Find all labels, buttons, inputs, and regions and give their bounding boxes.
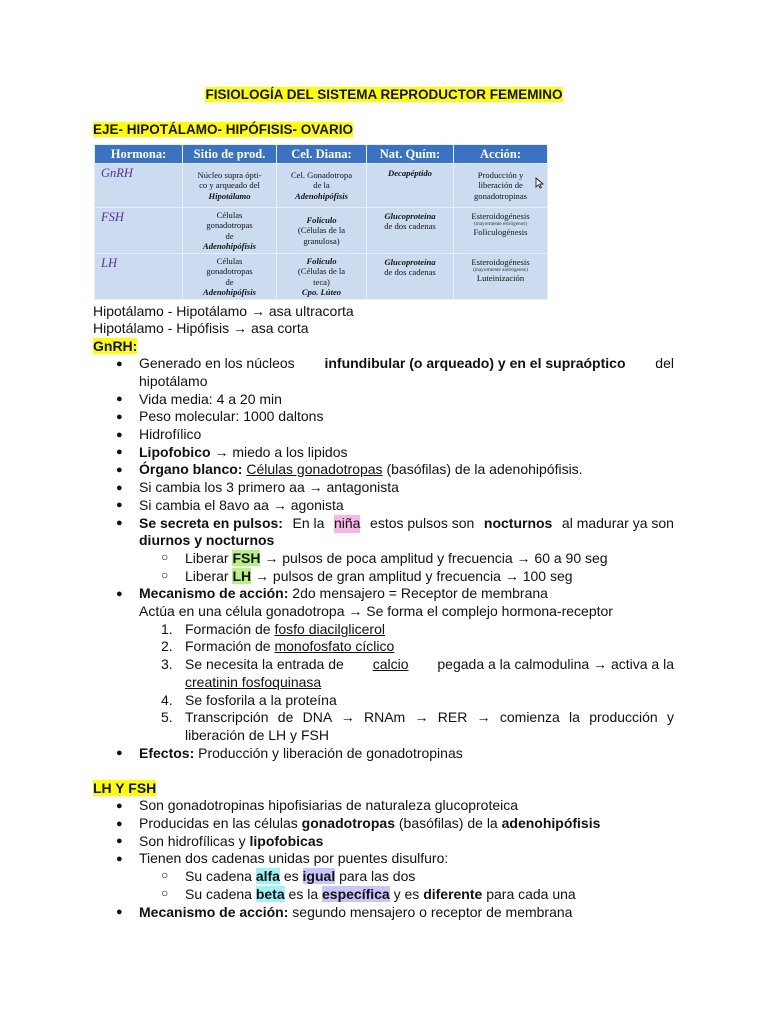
circle-bullet-icon: ○ (161, 550, 169, 564)
table-cell: Cel. Gonadotropa de la Adenohipófisis (277, 164, 367, 208)
numbered-item: Formación de monofosfato cíclico (185, 638, 395, 654)
list-item-continuation: hipotálamo (139, 373, 208, 389)
mouse-cursor-icon (535, 177, 544, 189)
bullet-icon: ● (116, 464, 123, 476)
numbered-item: Formación de fosfo diacilglicerol (185, 621, 385, 637)
bullet-icon: ● (116, 393, 123, 405)
table-header-cell: Nat. Quím: (367, 145, 454, 164)
table-cell: Esteroidogénesis (mayormente andrógenos) Luteinización (454, 254, 548, 300)
hormone-table (94, 144, 547, 298)
sub-list-item: Su cadena beta es la específica y es diferente para cada una (185, 886, 576, 902)
list-item: Efectos: Producción y liberación de gonadotropinas (139, 745, 463, 761)
bullet-icon: ● (116, 429, 123, 441)
numbered-item-continuation: creatinin fosfoquinasa (185, 674, 322, 690)
section-heading-lh-fsh: LH Y FSH (93, 780, 157, 796)
bullet-icon: ● (116, 906, 123, 918)
list-item: Mecanismo de acción: segundo mensajero o receptor de membrana (139, 904, 573, 920)
list-item-continuation: Actúa en una célula gonadotropa → Se forma el complejo hormona-receptor (139, 603, 613, 619)
list-item: Producidas en las células gonadotropas (basófilas) de la adenohipófisis (139, 815, 601, 831)
table-cell: Glucoproteína de dos cadenas (367, 208, 454, 254)
table-cell: Células gonadotropas de Adenohipófisis (183, 208, 277, 254)
table-header-row (95, 145, 548, 164)
section-heading-gnrh: GnRH: (93, 338, 138, 354)
table-cell: Folículo (Células de la teca) Cpo. Lúteo (277, 254, 367, 300)
list-number: 3. (161, 656, 173, 672)
list-item: Son gonadotropinas hipofisiarias de naturaleza glucoproteica (139, 797, 519, 813)
table-cell: Producción y liberación de gonadotropinas (454, 164, 548, 208)
list-item: Mecanismo de acción: 2do mensajero = Receptor de membrana (139, 585, 548, 601)
text-line: Hipotálamo - Hipotálamo → asa ultracorta (93, 303, 354, 319)
table-cell: Folículo (Células de la granulosa) (277, 208, 367, 254)
list-item: Si cambia los 3 primero aa → antagonista (139, 479, 399, 495)
list-item: Órgano blanco: Células gonadotropas (basófilas) de la adenohipófisis. (139, 461, 583, 477)
list-item: Lipofobico → miedo a los lipidos (139, 444, 348, 460)
page-title: FISIOLOGÍA DEL SISTEMA REPRODUCTOR FEMEMINO (205, 87, 563, 102)
bullet-icon: ● (116, 588, 123, 600)
bullet-icon: ● (116, 411, 123, 423)
table-header-cell: Acción: (454, 145, 548, 164)
bullet-icon: ● (116, 853, 123, 865)
sub-list-item: Liberar FSH → pulsos de poca amplitud y frecuencia → 60 a 90 seg (185, 550, 608, 566)
table-header-cell: Cel. Diana: (277, 145, 367, 164)
numbered-item: Transcripción de DNA → RNAm → RER → comienza la producción y (185, 709, 674, 725)
table-cell: Células gonadotropas de Adenohipófisis (183, 254, 277, 300)
bullet-icon: ● (116, 747, 123, 759)
circle-bullet-icon: ○ (161, 886, 169, 900)
bullet-icon: ● (116, 358, 123, 370)
table-header-cell: Sitio de prod. (183, 145, 277, 164)
list-number: 2. (161, 638, 173, 654)
table-cell: Esteroidogénesis (mayormente estrógenos) Foliculogénesis (454, 208, 548, 254)
list-item: Vida media: 4 a 20 min (139, 391, 282, 407)
bullet-icon: ● (116, 499, 123, 511)
numbered-item: Se necesita la entrada de calcio pegada a la calmodulina → activa a la (185, 656, 674, 672)
list-item: Hidrofílico (139, 426, 202, 442)
list-item: Peso molecular: 1000 daltons (139, 408, 324, 424)
circle-bullet-icon: ○ (161, 868, 169, 882)
list-item: Se secreta en pulsos: En la niña estos pulsos son nocturnos al madurar ya son (139, 515, 674, 531)
list-item-continuation: diurnos y nocturnos (139, 532, 275, 548)
hormone-table-grid (94, 144, 548, 300)
section-subtitle: EJE- HIPOTÁLAMO- HIPÓFISIS- OVARIO (93, 122, 354, 137)
table-row (95, 254, 548, 300)
table-cell-hormone: GnRH (95, 164, 183, 208)
list-number: 4. (161, 692, 173, 708)
table-cell: Núcleo supra ópti- co y arqueado del Hipotálamo (183, 164, 277, 208)
circle-bullet-icon: ○ (161, 568, 169, 582)
numbered-item-continuation: liberación de LH y FSH (185, 727, 329, 743)
list-item: Generado en los núcleos infundibular (o arqueado) y en el supraóptico del (139, 355, 674, 371)
bullet-icon: ● (116, 835, 123, 847)
list-number: 5. (161, 709, 173, 725)
table-header-cell: Hormona: (95, 145, 183, 164)
table-cell-hormone: LH (95, 254, 183, 300)
bullet-icon: ● (116, 446, 123, 458)
table-row (95, 208, 548, 254)
list-item: Tienen dos cadenas unidas por puentes disulfuro: (139, 850, 449, 866)
bullet-icon: ● (116, 800, 123, 812)
table-cell-hormone: FSH (95, 208, 183, 254)
numbered-item: Se fosforila a la proteína (185, 692, 337, 708)
text-line: Hipotálamo - Hipófisis → asa corta (93, 320, 309, 336)
sub-list-item: Liberar LH → pulsos de gran amplitud y frecuencia → 100 seg (185, 568, 573, 584)
bullet-icon: ● (116, 818, 123, 830)
list-item: Si cambia el 8avo aa → agonista (139, 497, 344, 513)
bullet-icon: ● (116, 517, 123, 529)
bullet-icon: ● (116, 482, 123, 494)
list-number: 1. (161, 621, 173, 637)
list-item: Son hidrofílicas y lipofobicas (139, 833, 324, 849)
table-cell: Glucoproteína de dos cadenas (367, 254, 454, 300)
table-row (95, 164, 548, 208)
table-cell: Decapéptido (367, 164, 454, 208)
sub-list-item: Su cadena alfa es igual para las dos (185, 868, 416, 884)
